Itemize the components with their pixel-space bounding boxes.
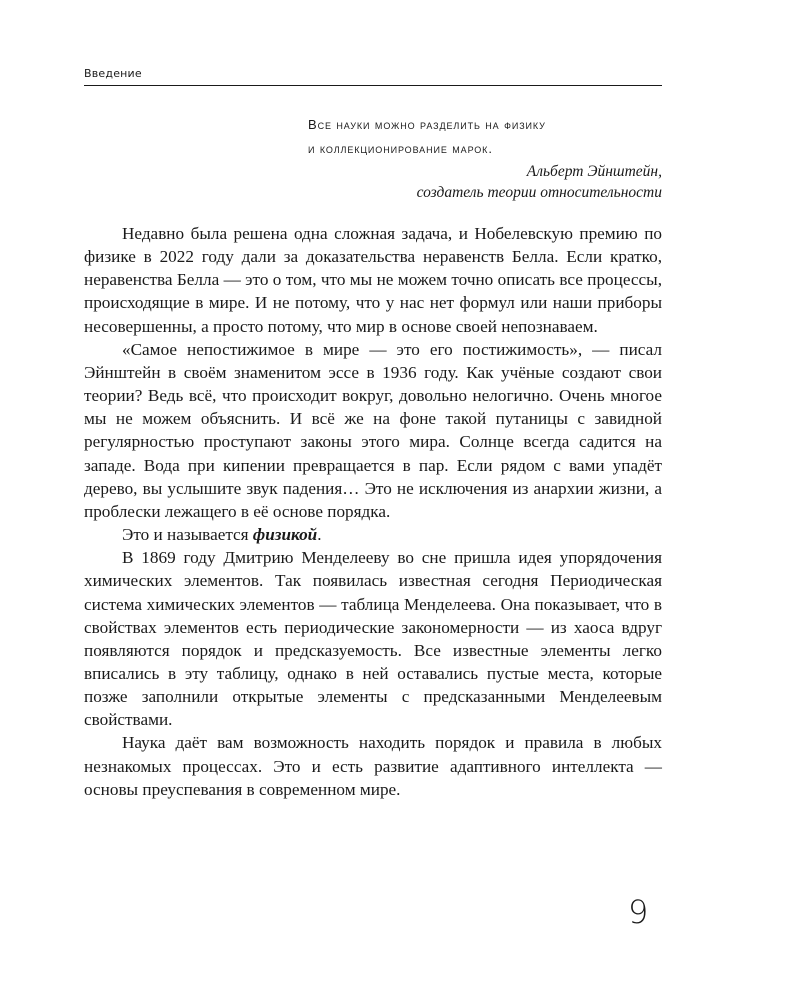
paragraph-3-tail: .: [317, 525, 322, 545]
epigraph-quote-line-1: Все науки можно разделить на физику: [308, 117, 546, 132]
paragraph-2: «Самое непостижимое в мире — это его постижимость», — писал Эйнштейн в своём знаменитом эссе в 1936 году. Как учёные создают свои теории? Ведь всё, что происходит вокруг, довольно нелогично. Очень многое мы не можем объяснить. И всё же на фоне такой путаницы с завидной регулярностью проступают законы этого мира. Солнце всегда садится на западе. Вода при кипении превращается в пар. Если рядом с вами упадёт дерево, вы услышите звук падения… Это не исключения из анархии жизни, а проблески лежащего в её основе порядка.: [84, 339, 662, 521]
paragraph-3: [84, 523, 662, 546]
page-number: 9: [628, 893, 649, 931]
paragraph-5: Наука даёт вам возможность находить порядок и правила в любых незнакомых процессах. Это и есть развитие адаптивного интеллекта — основы преуспевания в современном мире.: [84, 733, 662, 799]
epigraph-author: Альберт Эйнштейн,: [526, 163, 662, 180]
running-title: Введение: [84, 67, 142, 80]
main-text: [84, 222, 662, 801]
paragraph-3-lead: Это и называется: [122, 525, 253, 545]
epigraph-author-description: создатель теории относительности: [416, 184, 662, 201]
paragraph-4: В 1869 году Дмитрию Менделееву во сне пришла идея упорядочения химических элементов. Так появилась известная сегодня Периодическая система химических элементов — таблица Менделеева. Она показывает, что в свойствах элементов есть периодические закономерности — из хаоса вдруг появляются порядок и предсказуемость. Все известные элементы легко вписались в эту таблицу, однако в ней оставались пустые места, которые позже заполнили открытые элементы с предсказанными Менделеевым свойствами.: [84, 548, 662, 730]
running-header: [84, 64, 662, 86]
epigraph-quote-line-2: и коллекционирование марок.: [308, 141, 493, 156]
emphasized-term: физикой: [252, 525, 318, 545]
epigraph: [308, 113, 662, 203]
paragraph-1: Недавно была решена одна сложная задача, и Нобелевскую премию по физике в 2022 году дали за доказательства неравенств Белла. Если кратко, неравенства Белла — это о том, что мы не можем точно описать все процессы, происходящие в мире. И не потому, что у нас нет формул или наши приборы несовершенны, а просто потому, что мир в основе своей непознаваем.: [84, 224, 662, 336]
